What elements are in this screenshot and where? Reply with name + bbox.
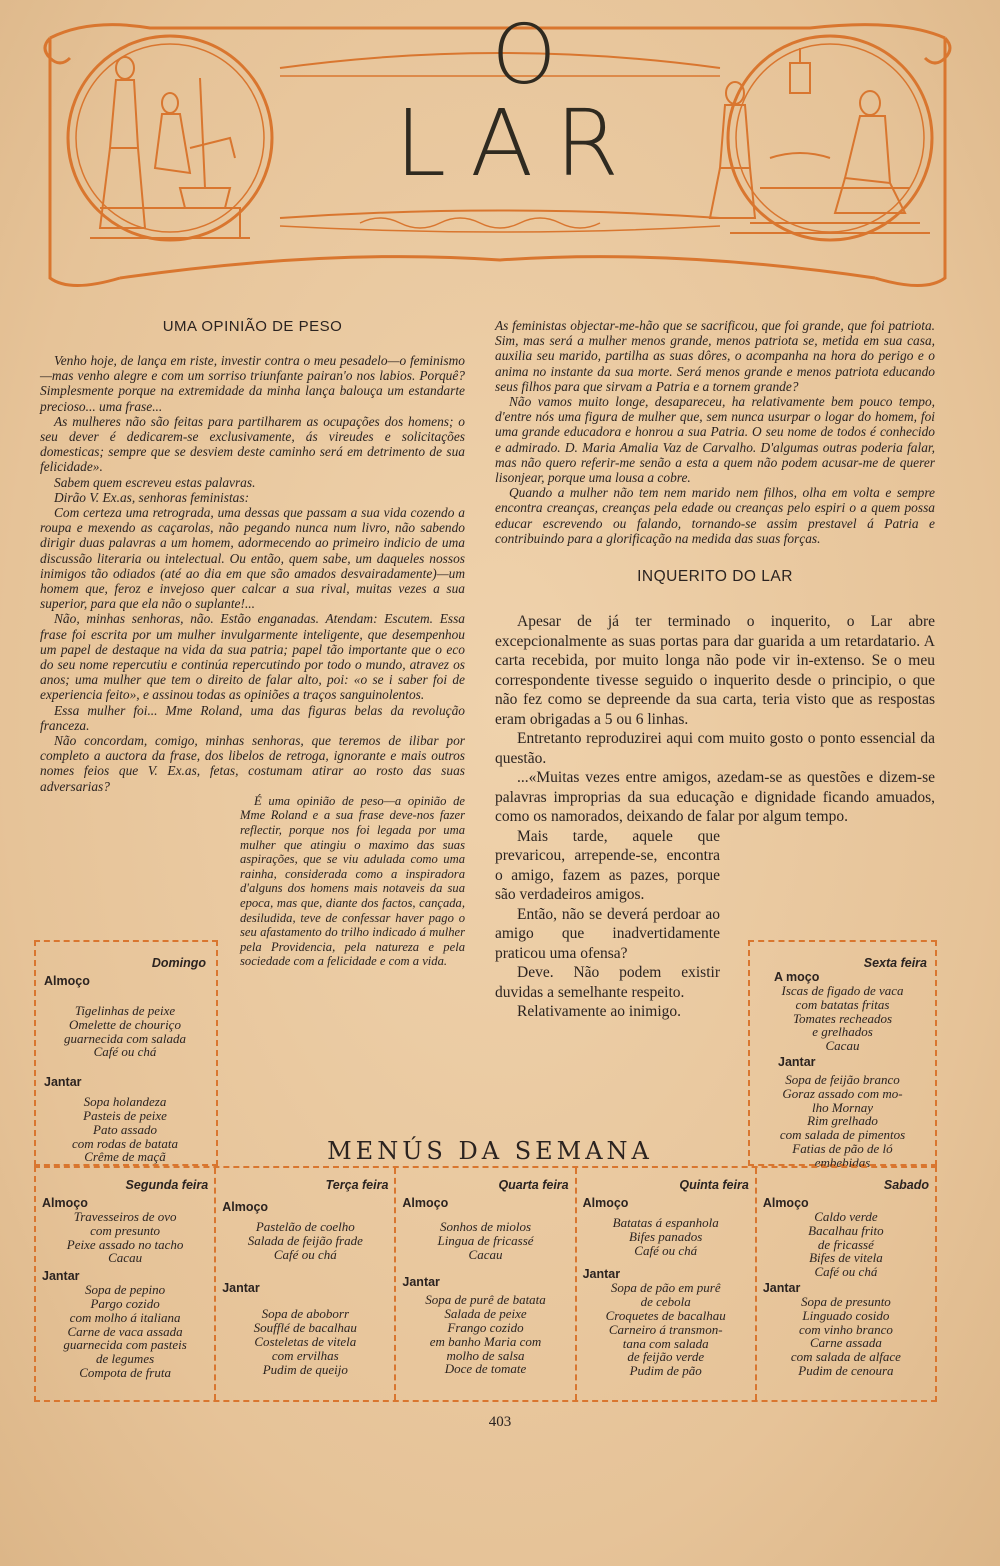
menu-item: lho Mornay xyxy=(811,1099,874,1115)
menu-item: Carne assada xyxy=(809,1335,882,1351)
page-number: 403 xyxy=(488,1414,512,1430)
paragraph: Essa mulher foi... Mme Roland, uma das figuras belas da revolução franceza. xyxy=(40,702,465,733)
menu-item: Salada de peixe xyxy=(444,1306,527,1322)
menu-dinner-items xyxy=(42,1283,208,1380)
menus-title: MENÚS DA SEMANA xyxy=(327,1137,653,1165)
menu-item: Cacau xyxy=(108,1250,143,1266)
menu-lunch-items xyxy=(44,1004,206,1059)
menu-item: Sopa de pepino xyxy=(85,1282,166,1298)
menu-dinner-items xyxy=(758,1073,927,1170)
menu-item: Frango cozido xyxy=(447,1319,524,1335)
paragraph: ...«Muitas vezes entre amigos, azedam-se as questões e dizem-se palavras improprias da sua educação e dignidade ficando amuados, como os namorados, deixando de falar por algum tempo. xyxy=(495,769,935,826)
menu-item: Pudim de pão xyxy=(629,1363,702,1379)
menu-item: Travesseiros de ovo xyxy=(73,1209,177,1224)
paragraph: Venho hoje, de lança em riste, investir contra o meu pesadelo—o feminismo—mas venho alegre e com um sorriso triunfante pairan'o nos labios. Porquê? Simplesmente porque na extremidade da minha lança balouça um estandarte precioso... uma frase... xyxy=(40,353,465,414)
menu-item: com salada de alface xyxy=(790,1349,901,1365)
menu-item: com molho á italiana xyxy=(69,1309,181,1325)
menu-item: Pasteis de peixe xyxy=(83,1107,167,1123)
menu-lunch-label: Almoço xyxy=(222,1200,269,1214)
menu-terca-feira xyxy=(216,1168,396,1400)
menu-day: Domingo xyxy=(151,956,206,970)
menu-item: de legumes xyxy=(96,1351,155,1367)
menu-item: Bifes de vitela xyxy=(809,1250,883,1266)
article-inquerito-body xyxy=(495,612,935,827)
menu-item: Sopa de aboborr xyxy=(261,1306,349,1322)
menu-dinner-label: Jantar xyxy=(762,1280,801,1295)
menu-item: molho de salsa xyxy=(446,1347,525,1363)
paragraph: Quando a mulher não tem nem marido nem filhos, olha em volta e sempre encontra creanças, creanças pela edade ou creanças pelo espiri o a quem possa educar escrevendo ou falando, tornando-se assim prestavel á Patria e contribuindo para a glorificação na medida das suas forças. xyxy=(495,485,935,546)
menu-quarta-feira xyxy=(396,1168,576,1400)
menu-dinner-items xyxy=(583,1281,749,1378)
menu-item: Salada de feijão frade xyxy=(247,1232,363,1248)
menu-lunch-label: Almoço xyxy=(762,1196,809,1210)
menu-item: Costeletas de vitela xyxy=(254,1333,357,1349)
menu-item: Goraz assado com mo- xyxy=(782,1085,903,1101)
menu-dinner-label: Jantar xyxy=(402,1275,440,1290)
paragraph: Com certeza uma retrograda, uma dessas que passam a sua vida cozendo a roupa e mexendo as caçarolas, não pegando nunca num livro, não sabendo dirigir duas palavras a um homem, adormecendo ao primeiro indicio de uma discussão literaria ou intelectual. Ou então, quem sabe, um daqueles nossos inimigos tão odiados (até ao dia em que são amados desvairadamente)—um homem que, feroz e invejoso quer calcar a sua rival, muitas vezes a sua superior, para que ela não o suplante!... xyxy=(40,505,465,612)
menu-item: Lingua de fricassé xyxy=(437,1232,534,1248)
paragraph: Dirão V. Ex.as, senhoras feministas: xyxy=(54,489,250,505)
menu-item: Croquetes de bacalhau xyxy=(605,1307,726,1323)
menu-item: Sopa de purê de batata xyxy=(425,1292,546,1308)
menu-item: Omelette de chouriço xyxy=(69,1016,181,1032)
menu-item: Sopa de presunto xyxy=(801,1293,891,1309)
paragraph: Entretanto reproduzirei aqui com muito gosto o ponto essencial da questão. xyxy=(495,730,935,767)
menu-lunch-label: Almoço xyxy=(42,1196,88,1210)
menu-item: com salada de pimentos xyxy=(779,1127,906,1143)
menu-lunch-items xyxy=(763,1210,929,1279)
menu-day: Sexta feira xyxy=(863,956,927,970)
menu-item: Carneiro á transmon- xyxy=(608,1321,723,1337)
paragraph: Mais tarde, aquele que prevaricou, arrepende-se, encontra o amigo, fazem as pazes, porque são verdadeiros amigos. xyxy=(495,827,720,904)
menu-dinner-items xyxy=(763,1295,929,1378)
menu-item: e grelhados xyxy=(812,1024,873,1040)
menu-item: Doce de tomate xyxy=(444,1361,527,1377)
menu-lunch-items xyxy=(42,1210,208,1265)
paragraph: Deve. Não podem existir duvidas a semelhante respeito. xyxy=(495,964,720,1001)
menu-lunch-label: Almoço xyxy=(402,1196,449,1210)
menu-item: embebidas xyxy=(814,1154,871,1170)
paragraph: É uma opinião de peso—a opinião de Mme Roland e a sua frase deve-nos fazer reflectir, porque nos foi legada por uma mulher que atingiu o maximo das suas aspirações, que se viu adulada como uma rainha, considerada como a inspiradora d'alguns dos homens mais notaveis da sua epoca, mas que, diante dos factos, cançada, desiludida, teve de confessar haver pago o seu afastamento do trilho indicado á mulher pela Providencia, pela natureza e pela sociedade com a felicidade e com a vida. xyxy=(240,793,465,969)
menu-item: Pudim de queijo xyxy=(262,1361,348,1377)
menu-item: Carne de vaca assada xyxy=(67,1323,183,1339)
masthead-title-o: O xyxy=(491,8,559,103)
menu-item: guarnecida com pasteis xyxy=(63,1337,187,1353)
menu-dinner-label: Jantar xyxy=(42,1269,80,1284)
menu-item: Crême de maçã xyxy=(84,1149,166,1165)
article-body-continued xyxy=(240,794,465,969)
article-body xyxy=(40,353,465,794)
menu-item: com rodas de batata xyxy=(71,1135,179,1151)
menu-item: Sopa de pão em purê xyxy=(610,1280,721,1296)
menu-item: Batatas á espanhola xyxy=(612,1215,719,1230)
menu-dinner-items xyxy=(402,1293,568,1376)
menu-item: Café ou chá xyxy=(93,1044,157,1060)
menu-day: Segunda feira xyxy=(125,1178,209,1192)
menu-lunch-label: Almoço xyxy=(582,1196,629,1210)
article-inquerito-body-narrow xyxy=(495,827,720,1022)
menu-lunch-items xyxy=(583,1216,749,1257)
paragraph: Não concordam, comigo, minhas senhoras, que teremos de ilibar por completo a auctora da frase, dos libelos de retroga, ignorante e mais outros nomes feios que V. Ex.as, fetas, costumam atirar ao rosto das suas adversarias? xyxy=(40,733,465,794)
menu-item: Linguado cosido xyxy=(802,1307,890,1323)
menu-sabado xyxy=(757,1168,935,1400)
menu-item: Iscas de figado de vaca xyxy=(781,983,904,998)
menu-lunch-label: Almoço xyxy=(44,974,90,988)
menu-item: Sopa de feijão branco xyxy=(785,1071,900,1087)
menu-item: de cebola xyxy=(640,1294,691,1310)
menu-item: Cacau xyxy=(825,1038,860,1054)
paragraph: Sabem quem escreveu estas palavras. xyxy=(54,474,256,490)
paragraph: Não vamos muito longe, desapareceu, ha relativamente bem pouco tempo, d'entre nós uma figura de mulher que, sem nunca usurpar o logar do homem, foi uma grande educadora e honrou a sua Patria. O seu nome de todos é conhecido e admirado. D. Maria Amalia Vaz de Carvalho. D'algumas outras poderia falar, mas não quero referir-me senão a esta a quem não podem acusar-me de querer lisonjear, porque uma lousa a cobre. xyxy=(495,394,935,486)
article-body-right xyxy=(495,318,935,546)
menu-lunch-items xyxy=(222,1220,388,1261)
menu-item: Caldo verde xyxy=(814,1209,878,1224)
menu-item: Fatias de pão de ló xyxy=(792,1140,893,1156)
paragraph: Apesar de já ter terminado o inquerito, o Lar abre excepcionalmente as suas portas para dar guarida a um retardatario. A carta recebida, por muito longa não pode vir in-extenso. Se o meu correspondente tivesse seguido o inquerito desde o principio, o que não fez como se depreende da sua carta, teria visto que as respostas eram obrigadas a 5 ou 6 linhas. xyxy=(495,613,935,728)
menu-item: Pato assado xyxy=(93,1121,157,1137)
menu-segunda-feira xyxy=(36,1168,216,1400)
menu-item: Rim grelhado xyxy=(807,1113,878,1129)
menu-day: Quarta feira xyxy=(498,1178,569,1192)
menu-lunch-label: A moço xyxy=(774,970,820,984)
article-title: UMA OPINIÃO DE PESO xyxy=(162,318,343,335)
menu-domingo xyxy=(34,940,218,1166)
menu-item: Tomates recheados xyxy=(792,1010,893,1026)
menu-day: Sabado xyxy=(883,1178,930,1192)
menu-item: guarnecida com salada xyxy=(63,1030,187,1046)
menu-item: com batatas fritas xyxy=(795,996,890,1012)
paragraph: As mulheres não são feitas para partilharem as ocupações dos homens; o seu dever é dedicarem-se exclusivamente, ás vireudes e solicitações domesticas; sempre que se desviem deste caminho será em detrimento de sua felicidade». xyxy=(40,413,465,475)
menu-item: com ervilhas xyxy=(271,1347,339,1363)
menu-sexta-feira xyxy=(748,940,937,1170)
menu-dinner-label: Jantar xyxy=(582,1267,621,1282)
menus-week-row xyxy=(34,1166,937,1402)
masthead xyxy=(30,8,965,298)
menu-item: Cacau xyxy=(468,1246,503,1262)
menu-item: Pastelão de coelho xyxy=(255,1219,355,1234)
menu-item: Sonhos de miolos xyxy=(440,1219,531,1234)
menu-dinner-label: Jantar xyxy=(778,1054,816,1069)
menu-item: Café ou chá xyxy=(814,1264,878,1280)
menu-dinner-items xyxy=(44,1095,206,1164)
article-title: INQUERITO DO LAR xyxy=(637,568,793,586)
menu-item: Bacalhau frito xyxy=(808,1222,884,1238)
menu-item: Peixe assado no tacho xyxy=(66,1236,184,1252)
menu-item: Sopa holandeza xyxy=(83,1094,167,1110)
menu-dinner-label: Jantar xyxy=(44,1075,82,1090)
masthead-title-lar: LAR xyxy=(394,90,642,197)
menu-item: com vinho branco xyxy=(798,1321,893,1337)
paragraph: As feministas objectar-me-hão que se sacrificou, que foi grande, que foi patriota. Sim, mas será a mulher menos grande, menos patriota se, metida em sua casa, auxilia seu marido, partilha as suas dôres, o acompanha na hora do perigo e o anima no instante da sua morte. Será menos grande e menos patriota educando seus filhos para que sirvam a Patria e a tornem grande? xyxy=(495,318,935,394)
menu-item: em banho Maria com xyxy=(429,1333,542,1349)
menu-item: tana com salada xyxy=(622,1335,709,1351)
menu-item: de feijão verde xyxy=(627,1349,705,1365)
article-opiniao-part2 xyxy=(495,318,935,1022)
menu-item: com presunto xyxy=(90,1222,161,1238)
menu-item: Compota de fruta xyxy=(79,1364,171,1380)
menu-item: Café ou chá xyxy=(634,1242,698,1258)
menu-quinta-feira xyxy=(577,1168,757,1400)
menu-item: Soufflé de bacalhau xyxy=(253,1320,357,1336)
article-opiniao-part1 xyxy=(40,318,465,969)
menu-lunch-items xyxy=(758,984,927,1053)
menu-lunch-items xyxy=(402,1220,568,1261)
menu-item: Tigelinhas de peixe xyxy=(74,1003,176,1018)
paragraph: Então, não se deverá perdoar ao amigo que inadvertidamente praticou uma ofensa? xyxy=(495,905,720,962)
menu-day: Quinta feira xyxy=(679,1178,749,1192)
paragraph: Não, minhas senhoras, não. Estão enganadas. Atendam: Escutem. Essa frase foi escrita por um mulher invulgarmente inteligente, que desempenhou um papel de destaque na vida da sua patria; papel tão importante que o eco do seu nome repercutiu e continúa repercutindo por todo o mundo, atravez os anos; uma mulher que tem o direito de falar alto, poi: «o se i saber foi de experiencia feito», e assinou todas as opiniões a traços sanguinolentos. xyxy=(40,611,465,703)
menu-item: Pargo cozido xyxy=(90,1295,160,1311)
menu-item: Café ou chá xyxy=(273,1246,337,1262)
menu-dinner-label: Jantar xyxy=(222,1281,260,1296)
menu-item: Bifes panados xyxy=(629,1228,703,1244)
menu-day: Terça feira xyxy=(325,1178,389,1192)
menu-dinner-items xyxy=(222,1307,388,1376)
menu-item: Pudim de cenoura xyxy=(798,1362,894,1378)
menu-item: de fricassé xyxy=(817,1236,874,1252)
paragraph: Relativamente ao inimigo. xyxy=(517,1003,681,1021)
